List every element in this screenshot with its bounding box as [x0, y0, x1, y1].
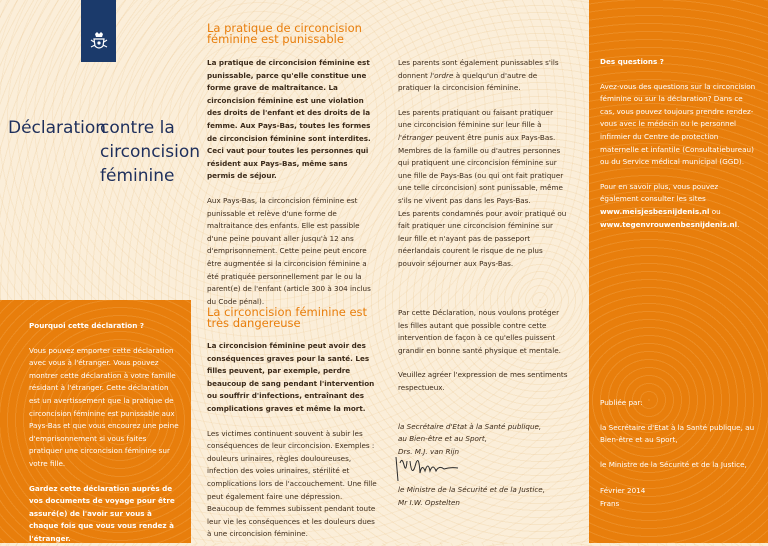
- section-heading-punishable: La pratique de circoncision féminine est punissable: [207, 21, 362, 46]
- rijksoverheid-crest-icon: [88, 30, 110, 52]
- why-advice: Gardez cette déclaration auprès de vos documents de voyage pour être assuré(e) de l'avoir sur vous à chaque fois que vous vous rendez à l'étranger.: [29, 483, 175, 543]
- why-heading: Pourquoi cette déclaration ?: [29, 321, 145, 330]
- handwritten-signature: [392, 453, 492, 483]
- signatory-1: la Secrétaire d'Etat à la Santé publique, au Bien-être et au Sport, Drs. M.J. van Rijn: [398, 421, 542, 456]
- section1-paragraph: Aux Pays-Bas, la circoncision féminine est punissable et relève d'une forme de maltraitance des enfants. Elle est passible d'une peine pouvant aller jusqu'à 12 ans d'emprisonnement. Cette peine peut encore être augmentée si la circoncision féminine a été pratiquée personnellement par le ou la parent(e) de l'enfant (article 300 à 304 inclus du Code pénal).: [207, 195, 371, 306]
- questions-heading: Des questions ?: [600, 57, 664, 66]
- title-word-declaration: Déclaration: [8, 118, 107, 138]
- link-tegenvrouwenbesnijdenis[interactable]: www.tegenvrouwenbesnijdenis.nl: [600, 219, 738, 229]
- section2-column1: [207, 340, 379, 541]
- section1-column1: [207, 57, 372, 308]
- section1-col2-para1: Les parents sont également punissables s'ils donnent l'ordre à quelqu'un d'autre de pratiquer la circoncision féminine.: [398, 58, 559, 93]
- why-declaration-box: [29, 320, 181, 546]
- section1-col2-para2: Les parents pratiquant ou faisant pratiquer une circoncision féminine sur leur fille à l'étranger peuvent être punis aux Pays-Bas. Membres de la famille ou d'autres personnes qui pratiquent une circoncision féminine sur une fille de Pays-Bas (ou qui ont fait pratiquer une telle circoncision) sont punissable, même s'ils ne vivent pas dans les Pays-Bas.: [398, 107, 564, 205]
- section2-paragraph: Les victimes continuent souvent à subir les conséquences de leur circoncision. Exemples : douleurs urinaires, règles douloureuses, infection des voies urinaires, stérilité et complications lors de l'accouchement. Une fille peut également faire une dépression. Beaucoup de femmes subissent pendant toute leur vie les conséquences et les douleurs dues à une circoncision féminine.: [207, 428, 377, 539]
- title-rest: contre la circoncision féminine: [100, 118, 201, 186]
- section1-lead: La pratique de circoncision féminine est punissable, parce qu'elle constitue une forme grave de maltraitance. La circoncision féminine est une violation des droits de l'enfant et des droits de la femme. Aux Pays-Bas, toutes les formes de circoncision féminine sont interdites. Ceci vaut pour toutes les personnes qui résident aux Pays-Bas, même sans permis de séjour.: [207, 58, 371, 181]
- questions-box: [600, 56, 758, 231]
- questions-paragraph: Avez-vous des questions sur la circoncision féminine ou sur la déclaration? Dans ce cas, vous pouvez toujours prendre rendez-vous avec le médecin ou le personnel infirmier du Centre de protection maternelle et infantile (Consultatiebureau) ou du Service médical municipal (GGD).: [600, 81, 756, 167]
- link-meisjesbesnijdenis[interactable]: www.meisjesbesnijdenis.nl: [600, 206, 710, 216]
- questions-links-paragraph: Pour en savoir plus, vous pouvez également consulter les sites www.meisjesbesnijdenis.nl ou www.tegenvrouwenbesnijdenis.nl.: [600, 181, 740, 229]
- published-label: Publiée par:: [600, 398, 643, 407]
- publication-date: Février 2014: [600, 486, 646, 496]
- section2-lead: La circoncision féminine peut avoir des conséquences graves pour la santé. Les filles peuvent, par exemple, perdre beaucoup de sang pendant l'intervention ou souffrir d'infections, entraînant des complications graves et même la mort.: [207, 341, 375, 413]
- section1-col2-para3: Les parents condamnés pour avoir pratiqué ou fait pratiquer une circoncision féminine sur leur fille et n'ayant pas de passeport néerlandais courent le risque de ne plus pouvoir séjourner aux Pays-Bas.: [398, 208, 567, 268]
- language-code: Frans: [600, 498, 620, 508]
- signatory-2: le Ministre de la Sécurité et de la Justice, Mr I.W. Opstelten: [398, 485, 545, 507]
- government-logo-bar: [81, 0, 116, 62]
- publisher-2: le Ministre de la Sécurité et de la Justice,: [600, 459, 747, 469]
- section2-col2-para1: Par cette Déclaration, nous voulons protéger les filles autant que possible contre cette intervention de façon à ce qu'elles puissent grandir en bonne santé physique et mentale.: [398, 308, 561, 355]
- publisher-1: la Secrétaire d'Etat à la Santé publique, au Bien-être et au Sport,: [600, 422, 755, 445]
- published-by-box: [600, 397, 758, 511]
- closing-salutation: Veuillez agréer l'expression de mes sentiments respectueux.: [398, 370, 568, 392]
- why-paragraph: Vous pouvez emporter cette déclaration avec vous à l'étranger. Vous pouvez montrer cette déclaration à votre famille résidant à l'étranger. Cette déclaration est un avertissement que la pratique de circoncision féminine est punissable aux Pays-Bas et que vous encourez une peine d'emprisonnement si vous faites pratiquer une circoncision féminine sur votre fille.: [29, 345, 179, 468]
- section-heading-dangerous: La circoncision féminine est très dangereuse: [207, 305, 368, 330]
- section1-column2: [398, 57, 568, 271]
